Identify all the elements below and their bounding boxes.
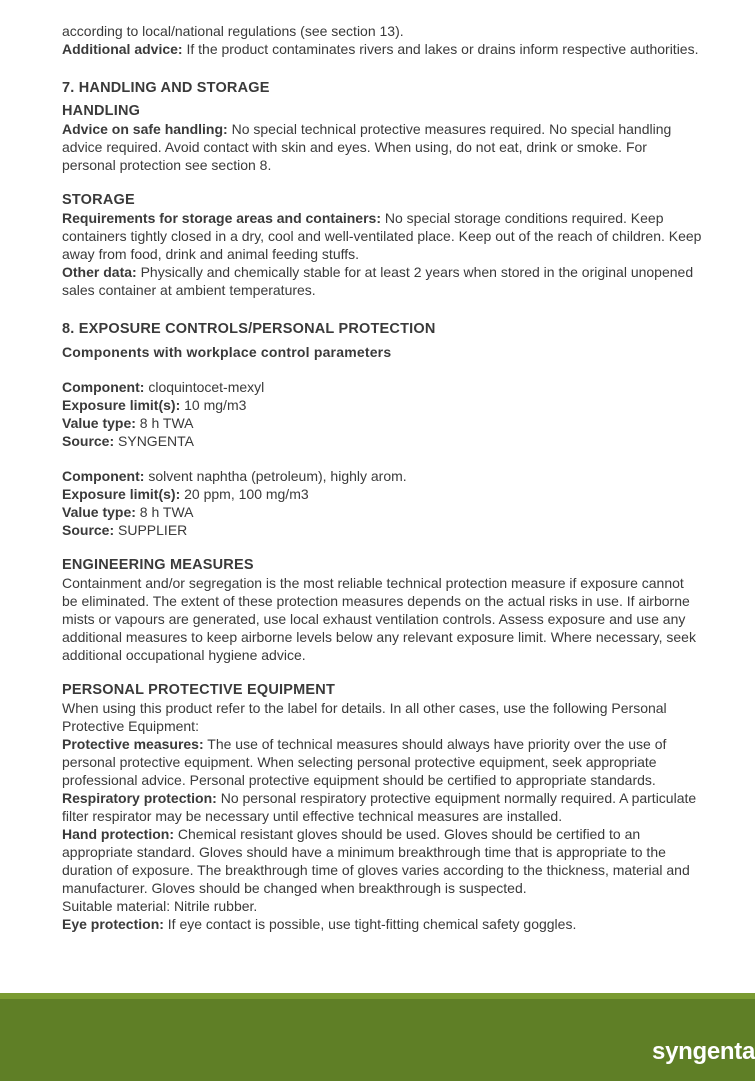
subsection-heading: STORAGE bbox=[62, 192, 135, 208]
subsection-heading: HANDLING bbox=[62, 103, 141, 119]
text: solvent naphtha (petroleum), highly arom. bbox=[144, 468, 407, 484]
label: Component: bbox=[62, 379, 145, 395]
label: Advice on safe handling: bbox=[62, 121, 228, 137]
paragraph bbox=[62, 735, 702, 789]
text: No special storage conditions required. Keep containers tightly closed in a dry, cool and well-ventilated place. Keep out of the reach of children. Keep away from food, drink and animal feeding stuffs. bbox=[62, 210, 702, 262]
label: Eye protection: bbox=[62, 916, 164, 932]
paragraph bbox=[62, 209, 702, 263]
text: Chemical resistant gloves should be used. Gloves should be certified to an appropriate standard. Gloves should have a minimum breakthrough time that is appropriate to the duration of exposure. The breakthrough time of gloves varies according to the thickness, material and manufacturer. Gloves should be changed when breakthrough is suspected. bbox=[62, 826, 690, 896]
text: 8 h TWA bbox=[135, 504, 194, 520]
paragraph: Containment and/or segregation is the most reliable technical protection measure if exposure cannot be eliminated. The extent of these protection measures depends on the actual risks in use. If airborne mists or vapours are generated, use local exhaust ventilation controls. Assess exposure and use any additional measures to keep airborne levels below any relevant exposure limit. Where necessary, seek additional occupational hygiene advice. bbox=[62, 575, 696, 663]
exposure-limit bbox=[62, 396, 702, 414]
paragraph: Suitable material: Nitrile rubber. bbox=[62, 898, 258, 914]
label: Source: bbox=[62, 433, 115, 449]
syngenta-logo: syngenta bbox=[652, 1038, 755, 1065]
text: If the product contaminates rivers and lakes or drains inform respective authorities. bbox=[182, 41, 699, 57]
paragraph bbox=[62, 825, 702, 897]
label: Respiratory protection: bbox=[62, 790, 217, 806]
label: Requirements for storage areas and containers: bbox=[62, 210, 381, 226]
text: SYNGENTA bbox=[114, 433, 194, 449]
label: Value type: bbox=[62, 504, 136, 520]
label: Exposure limit(s): bbox=[62, 397, 181, 413]
paragraph bbox=[62, 40, 702, 58]
paragraph bbox=[62, 789, 702, 825]
footer-accent-line bbox=[0, 993, 755, 999]
value-type bbox=[62, 414, 702, 432]
text: cloquintocet-mexyl bbox=[144, 379, 265, 395]
paragraph: When using this product refer to the label for details. In all other cases, use the following Personal Protective Equipment: bbox=[62, 700, 667, 734]
subsection-heading: PERSONAL PROTECTIVE EQUIPMENT bbox=[62, 682, 336, 698]
source bbox=[62, 432, 702, 450]
label: Exposure limit(s): bbox=[62, 486, 181, 502]
text: If eye contact is possible, use tight-fitting chemical safety goggles. bbox=[163, 916, 577, 932]
subsection-heading: ENGINEERING MEASURES bbox=[62, 557, 254, 573]
text: 10 mg/m3 bbox=[180, 397, 247, 413]
component-name bbox=[62, 467, 702, 485]
label: Other data: bbox=[62, 264, 137, 280]
source bbox=[62, 521, 702, 539]
paragraph bbox=[62, 120, 702, 174]
label: Value type: bbox=[62, 415, 136, 431]
section-heading: 8. EXPOSURE CONTROLS/PERSONAL PROTECTION bbox=[62, 321, 436, 337]
text: SUPPLIER bbox=[114, 522, 188, 538]
label: Additional advice: bbox=[62, 41, 183, 57]
label: Component: bbox=[62, 468, 145, 484]
subsection-heading: Components with workplace control parameters bbox=[62, 344, 392, 360]
text: No personal respiratory protective equipment normally required. A particulate filter respirator may be necessary until effective technical measures are installed. bbox=[62, 790, 697, 824]
label: Protective measures: bbox=[62, 736, 204, 752]
text: The use of technical measures should always have priority over the use of personal protective equipment. When selecting personal protective equipment, seek appropriate professional advice. Personal protective equipment should be certified to appropriate standards. bbox=[62, 736, 667, 788]
text: 20 ppm, 100 mg/m3 bbox=[180, 486, 309, 502]
value-type bbox=[62, 503, 702, 521]
paragraph bbox=[62, 22, 702, 40]
footer-band bbox=[0, 993, 755, 1081]
text: Physically and chemically stable for at least 2 years when stored in the original unopened sales container at ambient temperatures. bbox=[62, 264, 694, 298]
paragraph bbox=[62, 915, 702, 933]
component-name bbox=[62, 378, 702, 396]
text: 8 h TWA bbox=[135, 415, 194, 431]
text: No special technical protective measures required. No special handling advice required. Avoid contact with skin and eyes. When using, do not eat, drink or smoke. For personal protection see section 8. bbox=[62, 121, 672, 173]
paragraph bbox=[62, 263, 702, 299]
section-heading: 7. HANDLING AND STORAGE bbox=[62, 80, 270, 96]
text: according to local/national regulations (see section 13). bbox=[62, 23, 404, 39]
document-body bbox=[62, 22, 702, 933]
label: Source: bbox=[62, 522, 115, 538]
exposure-limit bbox=[62, 485, 702, 503]
label: Hand protection: bbox=[62, 826, 174, 842]
